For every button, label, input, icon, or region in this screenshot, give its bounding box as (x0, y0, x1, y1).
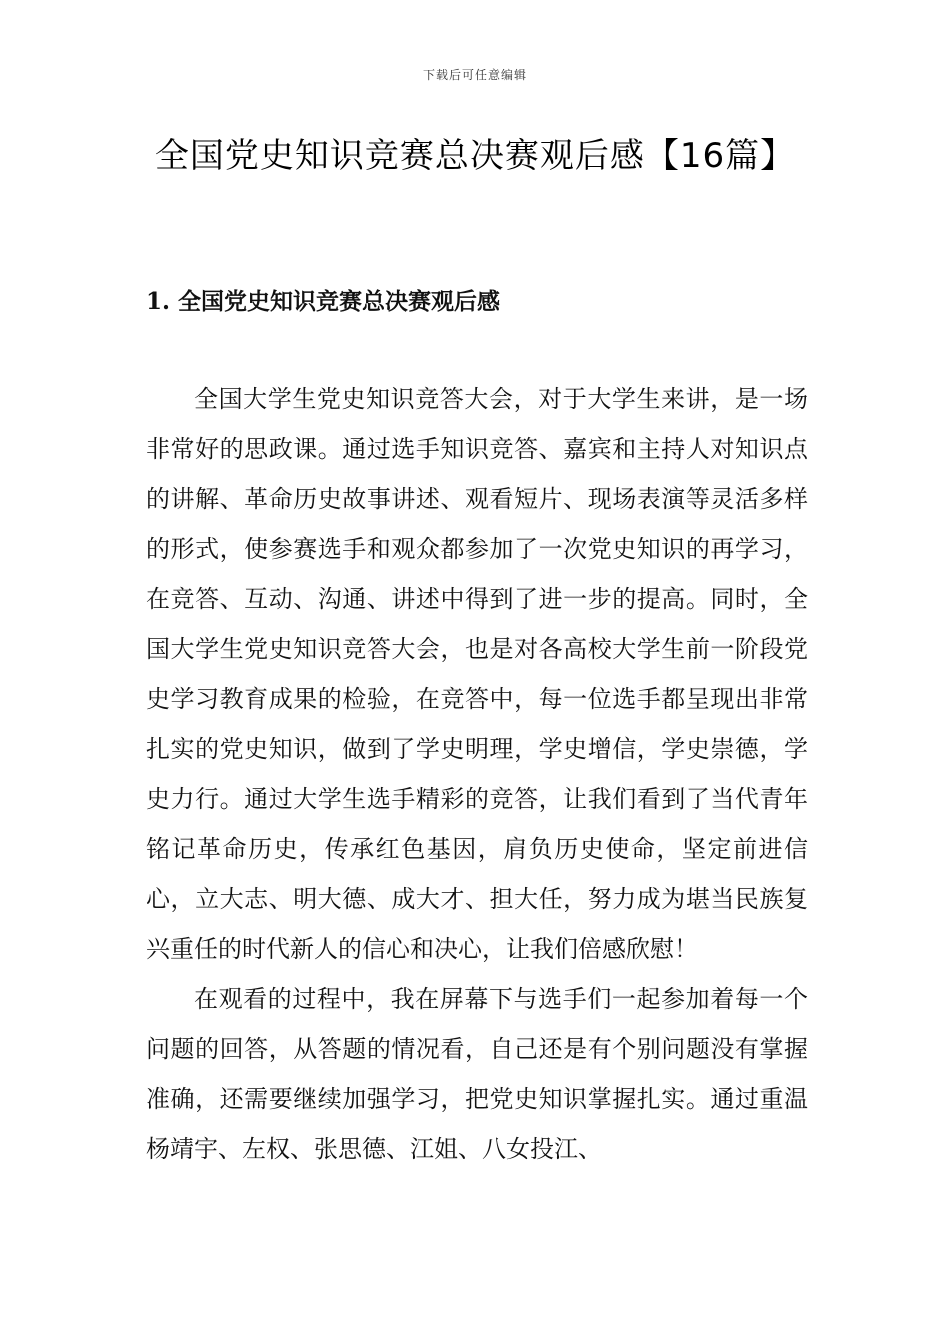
header-note: 下载后可任意编辑 (422, 68, 527, 82)
section-heading: 1. 全国党史知识竞赛总决赛观后感 (146, 288, 501, 315)
document-title: 全国党史知识竞赛总决赛观后感【16篇】 (154, 136, 796, 176)
paragraph: 在观看的过程中，我在屏幕下与选手们一起参加着每一个问题的回答，从答题的情况看，自己还是有个别问题没有掌握准确，还需要继续加强学习，把党史知识掌握扎实。通过重温杨靖宇、左权、张思德、江姐、八女投江、 (146, 985, 808, 1163)
document-body (146, 374, 808, 1174)
paragraph: 全国大学生党史知识竞答大会，对于大学生来讲，是一场非常好的思政课。通过选手知识竞答、嘉宾和主持人对知识点的讲解、革命历史故事讲述、观看短片、现场表演等灵活多样的形式，使参赛选手和观众都参加了一次党史知识的再学习，在竞答、互动、沟通、讲述中得到了进一步的提高。同时，全国大学生党史知识竞答大会，也是对各高校大学生前一阶段党史学习教育成果的检验，在竞答中，每一位选手都呈现出非常扎实的党史知识，做到了学史明理，学史增信，学史崇德，学史力行。通过大学生选手精彩的竞答，让我们看到了当代青年铭记革命历史，传承红色基因，肩负历史使命，坚定前进信心，立大志、明大德、成大才、担大任，努力成为堪当民族复兴重任的时代新人的信心和决心，让我们倍感欣慰！ (146, 385, 808, 963)
